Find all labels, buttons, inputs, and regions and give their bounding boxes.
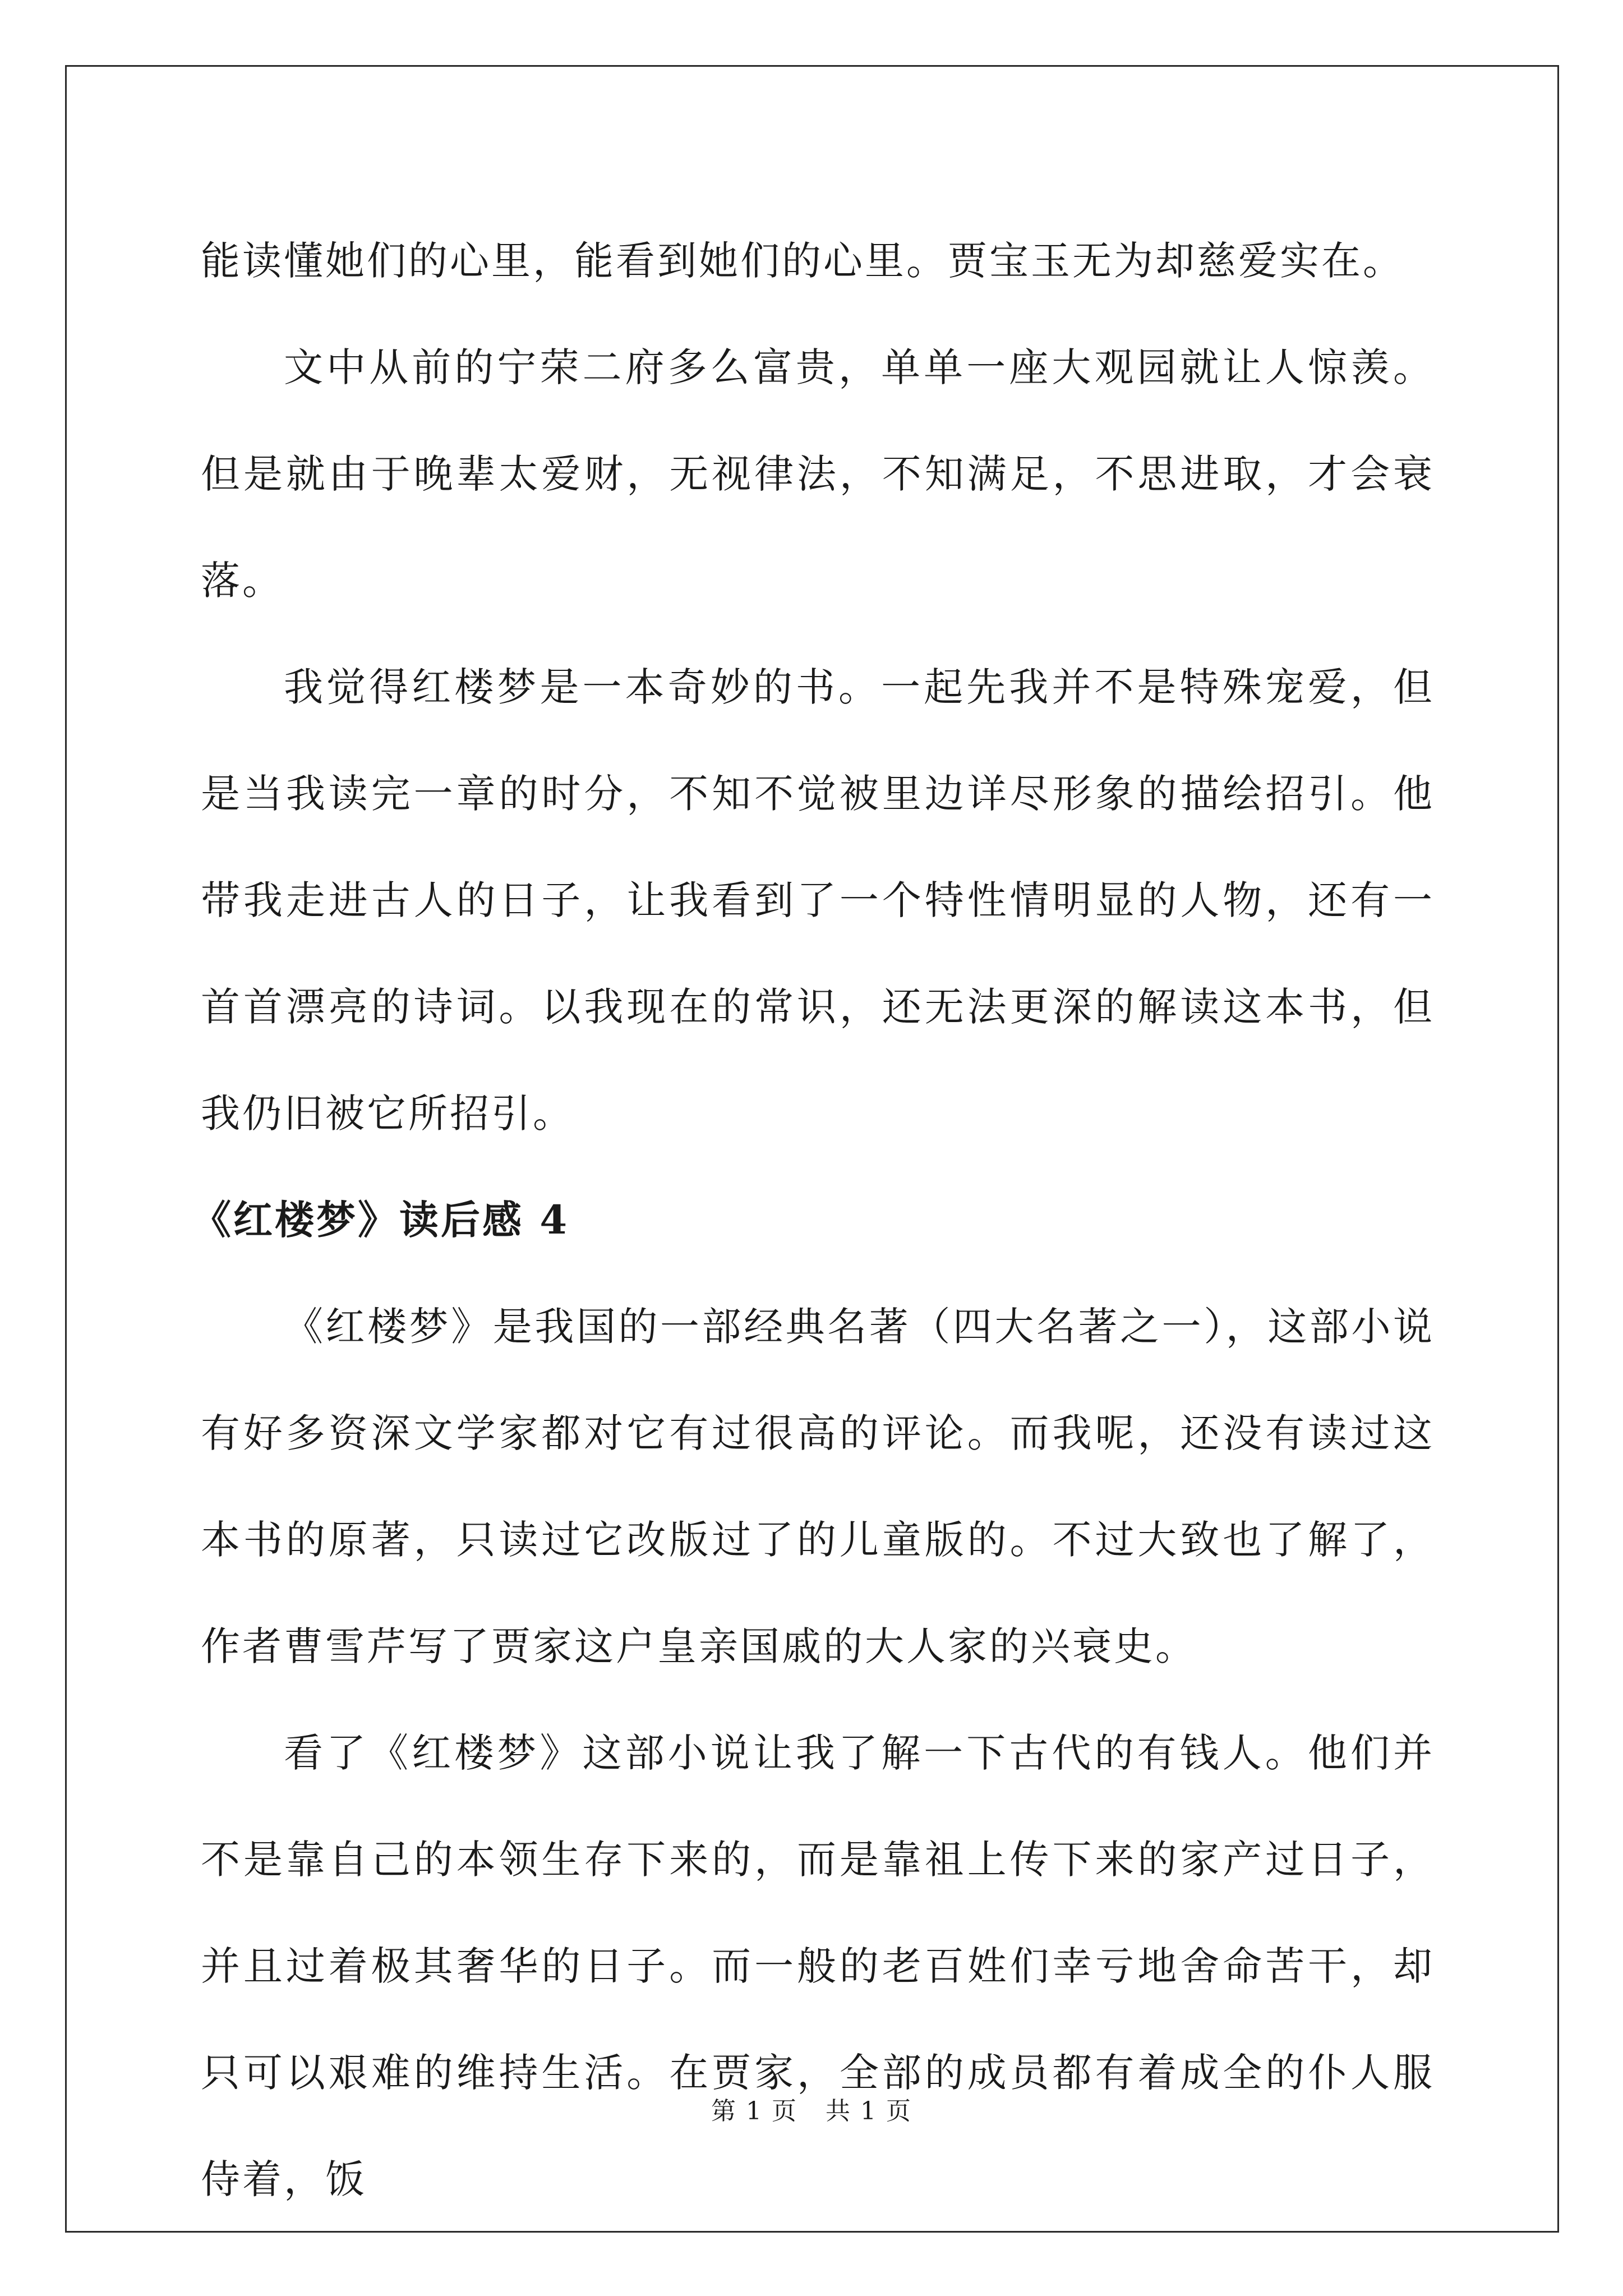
paragraph-5: 看了《红楼梦》这部小说让我了解一下古代的有钱人。他们并不是靠自己的本领生存下来的，而是靠祖上传下来的家产过日子，并且过着极其奢华的日子。而一般的老百姓们幸亏地舍命苦干，却只可以艰难的维持生活。在贾家，全部的成员都有着成全的仆人服侍着，饭 [201,1730,1435,2202]
paragraph-2: 文中从前的宁荣二府多么富贵，单单一座大观园就让人惊羡。但是就由于晚辈太爱财，无视律法，不知满足，不思进取，才会衰落。 [201,344,1435,604]
paragraph-1: 能读懂她们的心里，能看到她们的心里。贾宝玉无为却慈爱实在。 [201,238,1404,284]
page-footer [0,2095,1623,2128]
section-heading: 《红楼梦》读后感 4 [192,1197,570,1243]
page-total: 共 1 页 [826,2097,912,2125]
paragraph-3: 我觉得红楼梦是一本奇妙的书。一起先我并不是特殊宠爱，但是当我读完一章的时分，不知不觉被里边详尽形象的描绘招引。他带我走进古人的日子，让我看到了一个特性情明显的人物，还有一首首漂亮的诗词。以我现在的常识，还无法更深的解读这本书，但我仍旧被它所招引。 [201,664,1435,1137]
paragraph-4: 《红楼梦》是我国的一部经典名著（四大名著之一），这部小说有好多资深文学家都对它有过很高的评论。而我呢，还没有读过这本书的原著，只读过它改版过了的儿童版的。不过大致也了解了，作者曹雪芹写了贾家这户皇亲国戚的大人家的兴衰史。 [201,1304,1435,1669]
page-number: 第 1 页 [711,2097,797,2125]
document-body [192,208,1435,2233]
